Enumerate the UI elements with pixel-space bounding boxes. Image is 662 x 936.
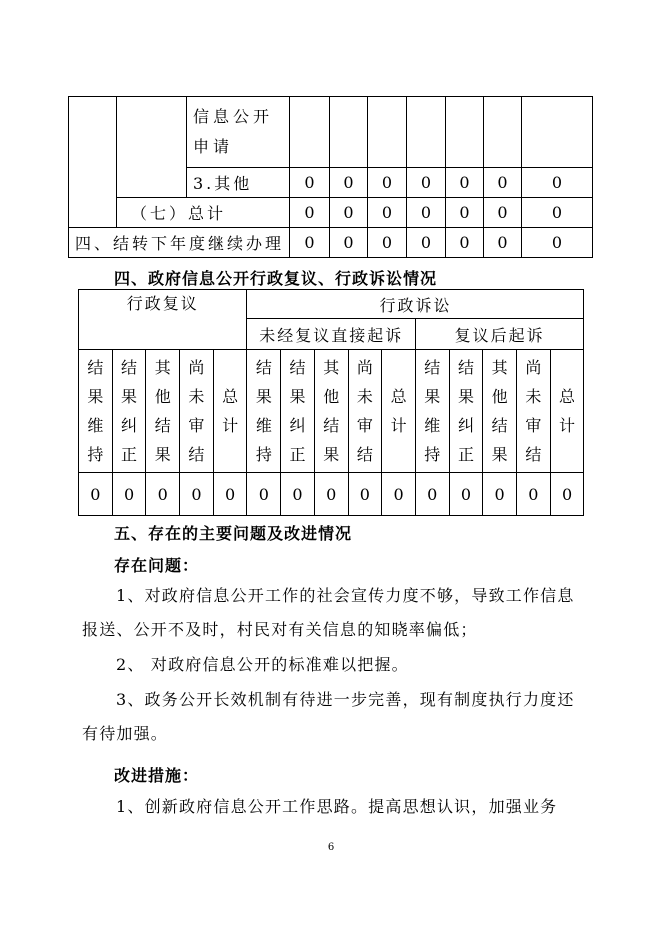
column-header bbox=[415, 350, 449, 473]
row-label: 信息公开申请 bbox=[187, 97, 290, 168]
problem-paragraph: 2、 对政府信息公开的标准难以把握。 bbox=[116, 655, 409, 674]
value-cell: 0 bbox=[290, 168, 330, 198]
value-cell: 0 bbox=[449, 473, 483, 516]
column-header bbox=[314, 350, 348, 473]
page-number: 6 bbox=[327, 842, 335, 853]
value-cell: 0 bbox=[484, 168, 522, 198]
value-cell: 0 bbox=[484, 228, 522, 258]
column-header bbox=[516, 350, 550, 473]
column-header-text: 结 果 纠 正 bbox=[457, 358, 474, 464]
column-header bbox=[79, 350, 113, 473]
value-cell bbox=[522, 97, 593, 168]
value-cell: 0 bbox=[247, 473, 281, 516]
value-cell: 0 bbox=[368, 168, 407, 198]
column-header bbox=[112, 350, 146, 473]
column-header-text: 其 他 结 果 bbox=[154, 358, 171, 464]
value-cell bbox=[368, 97, 407, 168]
value-cell: 0 bbox=[407, 228, 446, 258]
row-label: 3.其他 bbox=[187, 168, 290, 198]
direct-suit-header: 未经复议直接起诉 bbox=[247, 319, 415, 350]
measures-title: 改进措施： bbox=[114, 766, 200, 785]
value-cell: 0 bbox=[550, 473, 584, 516]
column-header-text: 结 果 维 持 bbox=[424, 358, 441, 464]
column-header-text: 其 他 结 果 bbox=[323, 358, 340, 464]
value-cell bbox=[290, 97, 330, 168]
value-cell: 0 bbox=[348, 473, 382, 516]
column-header-text: 结 果 维 持 bbox=[255, 358, 272, 464]
value-cell: 0 bbox=[407, 198, 446, 228]
value-cell bbox=[407, 97, 446, 168]
problem-paragraph: 1、对政府信息公开工作的社会宣传力度不够，导致工作信息报送、公开不及时，村民对有关信息的知晓率偏低； bbox=[82, 586, 575, 639]
section-4-title: 四、政府信息公开行政复议、行政诉讼情况 bbox=[114, 269, 438, 288]
column-header-text: 总 计 bbox=[222, 387, 239, 435]
column-header-text: 总 计 bbox=[390, 387, 407, 435]
value-cell: 0 bbox=[330, 198, 368, 228]
value-cell: 0 bbox=[281, 473, 315, 516]
column-header-text: 结 果 维 持 bbox=[87, 358, 104, 464]
value-cell: 0 bbox=[483, 473, 517, 516]
statistics-table-continued bbox=[68, 96, 593, 258]
column-header bbox=[247, 350, 281, 473]
blank-cell bbox=[117, 97, 187, 198]
column-header-text: 结 果 纠 正 bbox=[289, 358, 306, 464]
value-cell: 0 bbox=[415, 473, 449, 516]
column-header bbox=[348, 350, 382, 473]
column-header-text: 尚 未 审 结 bbox=[188, 358, 205, 464]
value-cell: 0 bbox=[407, 168, 446, 198]
problem-paragraph: 3、政务公开长效机制有待进一步完善，现有制度执行力度还有待加强。 bbox=[82, 690, 575, 743]
column-header bbox=[180, 350, 214, 473]
column-header bbox=[146, 350, 180, 473]
column-header bbox=[483, 350, 517, 473]
column-header bbox=[382, 350, 416, 473]
blank-cell bbox=[69, 97, 117, 228]
admin-litigation-header: 行政诉讼 bbox=[247, 290, 584, 319]
value-cell bbox=[446, 97, 484, 168]
value-cell: 0 bbox=[382, 473, 416, 516]
value-cell bbox=[330, 97, 368, 168]
row-label: 四、结转下年度继续办理 bbox=[69, 228, 290, 258]
column-header bbox=[550, 350, 584, 473]
column-header-text: 总 计 bbox=[559, 387, 576, 435]
value-cell: 0 bbox=[446, 198, 484, 228]
value-cell bbox=[484, 97, 522, 168]
column-header-text: 结 果 纠 正 bbox=[121, 358, 138, 464]
value-cell: 0 bbox=[522, 228, 593, 258]
section-5-title: 五、存在的主要问题及改进情况 bbox=[114, 524, 353, 543]
value-cell: 0 bbox=[213, 473, 247, 516]
value-cell: 0 bbox=[290, 198, 330, 228]
value-cell: 0 bbox=[146, 473, 180, 516]
value-cell: 0 bbox=[516, 473, 550, 516]
column-header bbox=[281, 350, 315, 473]
column-header bbox=[449, 350, 483, 473]
problems-title: 存在问题： bbox=[114, 556, 200, 575]
admin-review-header: 行政复议 bbox=[79, 290, 247, 350]
post-review-suit-header: 复议后起诉 bbox=[415, 319, 583, 350]
measure-paragraph: 1、创新政府信息公开工作思路。提高思想认识，加强业务 bbox=[116, 797, 558, 816]
review-litigation-table bbox=[78, 289, 584, 516]
value-cell: 0 bbox=[522, 198, 593, 228]
column-header-text: 尚 未 审 结 bbox=[356, 358, 373, 464]
value-cell: 0 bbox=[368, 228, 407, 258]
column-header bbox=[213, 350, 247, 473]
value-cell: 0 bbox=[112, 473, 146, 516]
value-cell: 0 bbox=[446, 168, 484, 198]
value-cell: 0 bbox=[330, 168, 368, 198]
value-cell: 0 bbox=[314, 473, 348, 516]
value-cell: 0 bbox=[79, 473, 113, 516]
column-header-text: 尚 未 审 结 bbox=[525, 358, 542, 464]
row-label: （七）总计 bbox=[117, 198, 290, 228]
value-cell: 0 bbox=[290, 228, 330, 258]
value-cell: 0 bbox=[180, 473, 214, 516]
value-cell: 0 bbox=[446, 228, 484, 258]
value-cell: 0 bbox=[484, 198, 522, 228]
value-cell: 0 bbox=[522, 168, 593, 198]
value-cell: 0 bbox=[368, 198, 407, 228]
column-header-text: 其 他 结 果 bbox=[491, 358, 508, 464]
value-cell: 0 bbox=[330, 228, 368, 258]
